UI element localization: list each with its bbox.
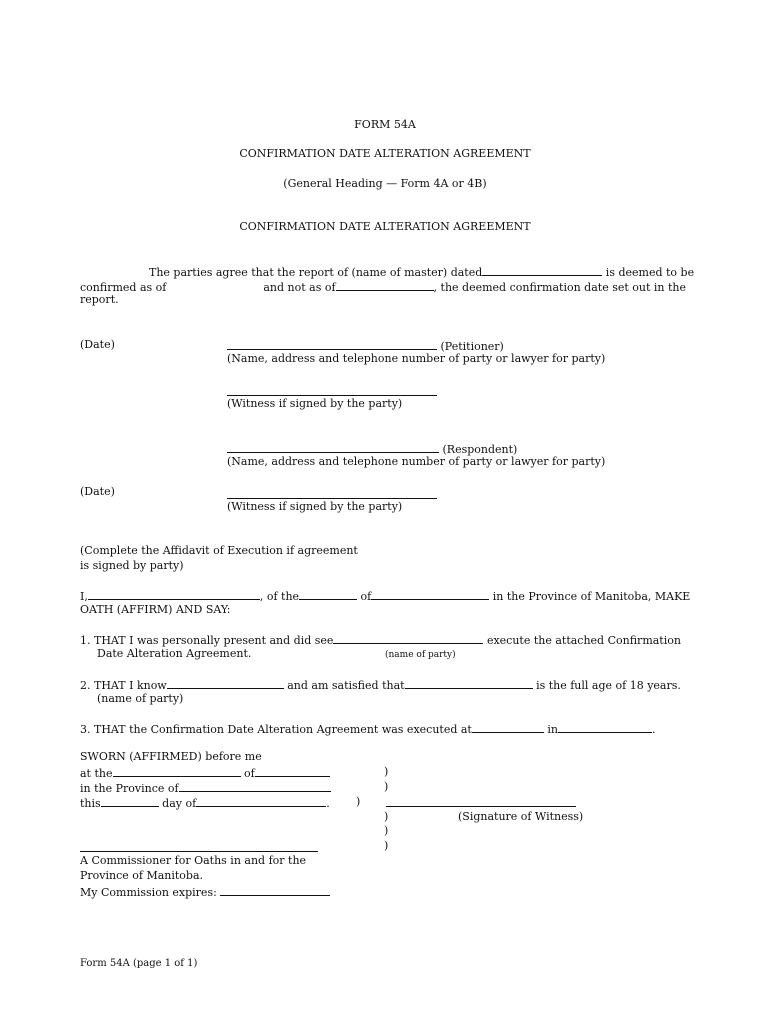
oath-text: in the Province of Manitoba, MAKE [492, 590, 691, 603]
witness-signature-line[interactable] [227, 498, 437, 499]
witness-signature-line[interactable] [227, 395, 437, 396]
agreement-paragraph-line1 [149, 264, 694, 280]
sworn-date-line [80, 795, 330, 811]
item-text: . [651, 723, 656, 736]
item-text: 1. THAT I was personally present and did see [80, 634, 334, 647]
item-text: in [547, 723, 558, 736]
affidavit-note-line1: (Complete the Affidavit of Execution if agreement [80, 544, 358, 557]
paragraph-text: is deemed to be [605, 266, 695, 279]
date-label: (Date) [80, 338, 115, 351]
sworn-text: this [80, 797, 101, 810]
form-title-repeat: CONFIRMATION DATE ALTERATION AGREEMENT [239, 220, 531, 233]
execution-location-field[interactable] [558, 721, 652, 733]
known-party-field[interactable] [167, 677, 284, 689]
bracket-mark: ) [384, 765, 389, 778]
sworn-text: . [326, 797, 330, 810]
witness-label: (Witness if signed by the party) [227, 500, 403, 513]
respondent-signature-field[interactable] [227, 441, 439, 453]
sworn-place-name-field[interactable] [255, 765, 330, 777]
municipality-name-field[interactable] [371, 588, 489, 600]
commissioner-signature-line[interactable] [80, 851, 318, 852]
sworn-province-line [80, 780, 331, 796]
paragraph-text: report. [80, 293, 119, 306]
affidavit-item-3 [80, 721, 655, 737]
oath-text: I, [80, 590, 88, 603]
paragraph-text: confirmed as of [80, 281, 167, 294]
commission-expires-line [80, 884, 330, 900]
sworn-day-field[interactable] [101, 795, 159, 807]
party-name-field[interactable] [333, 632, 483, 644]
name-of-party-caption: (name of party) [97, 692, 184, 705]
paragraph-text: and not as of [263, 281, 336, 294]
name-address-label: (Name, address and telephone number of party or lawyer for party) [227, 352, 606, 365]
item-text: 3. THAT the Confirmation Date Alteration Agreement was executed at [80, 723, 472, 736]
bracket-mark: ) [356, 795, 361, 808]
item-text: execute the attached Confirmation [486, 634, 681, 647]
signature-of-witness-line[interactable] [386, 806, 576, 807]
oath-text: , of the [259, 590, 300, 603]
form-title: CONFIRMATION DATE ALTERATION AGREEMENT [239, 147, 531, 160]
petitioner-signature-field[interactable] [227, 338, 437, 350]
witness-label: (Witness if signed by the party) [227, 397, 403, 410]
agreement-paragraph-line2 [80, 279, 686, 295]
execution-place-field[interactable] [472, 721, 544, 733]
sworn-month-field[interactable] [196, 795, 326, 807]
bracket-mark: ) [384, 780, 389, 793]
commissioner-text: Province of Manitoba. [80, 869, 204, 882]
bracket-mark: ) [384, 824, 389, 837]
commissioner-text: A Commissioner for Oaths in and for the [80, 854, 307, 867]
page-footer: Form 54A (page 1 of 1) [80, 958, 198, 969]
name-address-label: (Name, address and telephone number of party or lawyer for party) [227, 455, 606, 468]
municipality-type-field[interactable] [299, 588, 357, 600]
paragraph-text: The parties agree that the report of (name of master) dated [149, 266, 483, 279]
heading-reference: (General Heading — Form 4A or 4B) [283, 177, 487, 190]
signature-of-witness-label: (Signature of Witness) [458, 810, 584, 823]
commission-expires-label: My Commission expires: [80, 886, 217, 899]
sworn-text: of [244, 767, 255, 780]
respondent-label: (Respondent) [442, 443, 518, 456]
sworn-heading: SWORN (AFFIRMED) before me [80, 750, 262, 763]
oath-text: of [360, 590, 372, 603]
bracket-mark: ) [384, 810, 389, 823]
oath-text: OATH (AFFIRM) AND SAY: [80, 603, 231, 616]
sworn-text: in the Province of [80, 782, 179, 795]
affidavit-item-2 [80, 677, 681, 693]
name-of-party-caption: (name of party) [385, 650, 456, 660]
item-text: Date Alteration Agreement. [97, 647, 252, 660]
master-report-date-field[interactable] [482, 264, 602, 276]
sworn-text: at the [80, 767, 113, 780]
sworn-at-line [80, 765, 330, 781]
item-text: 2. THAT I know [80, 679, 167, 692]
oath-line [80, 588, 690, 604]
affidavit-item-1 [80, 632, 681, 648]
commission-expiry-field[interactable] [220, 884, 330, 896]
item-text: is the full age of 18 years. [536, 679, 681, 692]
form-number: FORM 54A [354, 118, 416, 131]
date-label: (Date) [80, 485, 115, 498]
paragraph-text: , the deemed confirmation date set out in the [433, 281, 687, 294]
affidavit-note-line2: is signed by party) [80, 559, 184, 572]
bracket-mark: ) [384, 839, 389, 852]
petitioner-label: (Petitioner) [440, 340, 504, 353]
not-as-of-date-field[interactable] [336, 279, 434, 291]
deponent-name-field[interactable] [88, 588, 260, 600]
satisfied-party-field[interactable] [405, 677, 533, 689]
sworn-province-field[interactable] [179, 780, 331, 792]
item-text: and am satisfied that [287, 679, 405, 692]
sworn-text: day of [162, 797, 197, 810]
sworn-place-type-field[interactable] [113, 765, 241, 777]
